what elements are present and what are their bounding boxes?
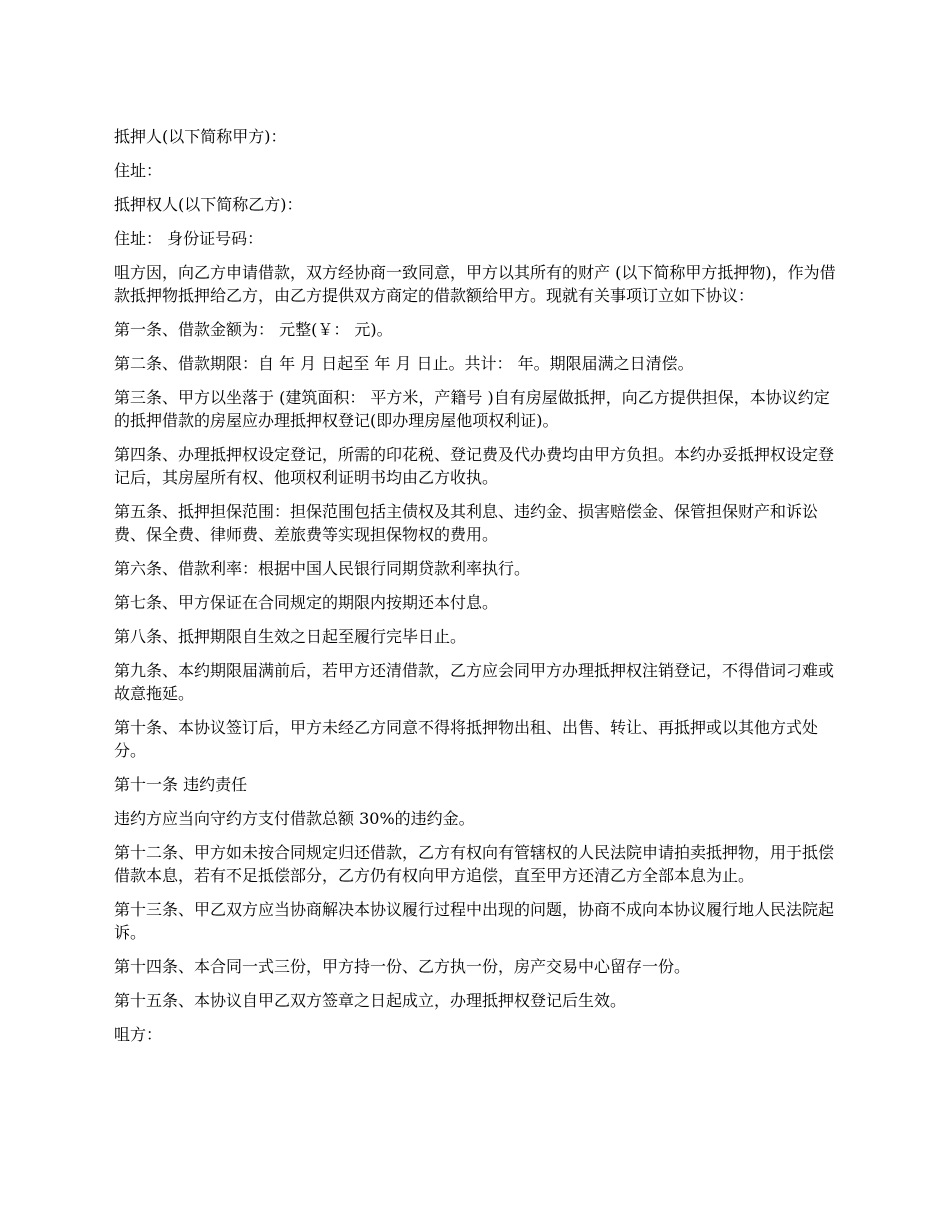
clause-15: 第十五条、本协议自甲乙双方签章之日起成立，办理抵押权登记后生效。 <box>114 991 627 1010</box>
preamble: 咀方因，向乙方申请借款，双方经协商一致同意，甲方以其所有的财产 (以下简称甲方抵押物)，作为借款抵押物抵押给乙方，由乙方提供双方商定的借款额给甲方。现就有关事项订立如下协议： <box>114 263 836 305</box>
signature-party-a: 咀方： <box>114 1025 163 1044</box>
clause-11-heading: 第十一条 违约责任 <box>114 775 248 794</box>
clause-13: 第十三条、甲乙双方应当协商解决本协议履行过程中出现的问题，协商不成向本协议履行地人民法院起诉。 <box>114 900 835 942</box>
clause-6: 第六条、借款利率：根据中国人民银行同期贷款利率执行。 <box>114 559 531 578</box>
clause-11-body: 违约方应当向守约方支付借款总额 30%的违约金。 <box>114 809 475 828</box>
clause-9: 第九条、本约期限届满前后，若甲方还清借款，乙方应会同甲方办理抵押权注销登记，不得借词刁难或故意拖延。 <box>114 661 835 703</box>
clause-4: 第四条、办理抵押权设定登记，所需的印花税、登记费及代办费均由甲方负担。本约办妥抵押权设定登记后，其房屋所有权、他项权利证明书均由乙方收执。 <box>114 445 835 487</box>
party-a-line: 抵押人(以下简称甲方)： <box>114 127 287 146</box>
party-b-address-id: 住址： 身份证号码： <box>114 229 264 248</box>
clause-12: 第十二条、甲方如未按合同规定归还借款，乙方有权向有管辖权的人民法院申请拍卖抵押物，用于抵偿借款本息，若有不足抵偿部分，乙方仍有权向甲方追偿，直至甲方还清乙方全部本息为止。 <box>114 843 835 885</box>
party-b-line: 抵押权人(以下简称乙方)： <box>114 195 303 214</box>
clause-3: 第三条、甲方以坐落于 (建筑面积： 平方米，产籍号 )自有房屋做抵押，向乙方提供担保，本协议约定的抵押借款的房屋应办理抵押权登记(即办理房屋他项权利证)。 <box>114 388 830 430</box>
clause-2: 第二条、借款期限：自 年 月 日起至 年 月 日止。共计： 年。期限届满之日清偿。 <box>114 354 694 373</box>
clause-1: 第一条、借款金额为： 元整(￥： 元)。 <box>114 320 393 339</box>
clause-8: 第八条、抵押期限自生效之日起至履行完毕日止。 <box>114 627 467 646</box>
clause-10: 第十条、本协议签订后，甲方未经乙方同意不得将抵押物出租、出售、转让、再抵押或以其他方式处分。 <box>114 718 819 760</box>
document-body <box>114 125 840 1057</box>
party-a-address: 住址： <box>114 161 163 180</box>
clause-5: 第五条、抵押担保范围：担保范围包括主债权及其利息、违约金、损害赔偿金、保管担保财产和诉讼费、保全费、律师费、差旅费等实现担保物权的费用。 <box>114 502 819 544</box>
clause-14: 第十四条、本合同一式三份，甲方持一份、乙方执一份，房产交易中心留存一份。 <box>114 957 691 976</box>
clause-7: 第七条、甲方保证在合同规定的期限内按期还本付息。 <box>114 593 499 612</box>
